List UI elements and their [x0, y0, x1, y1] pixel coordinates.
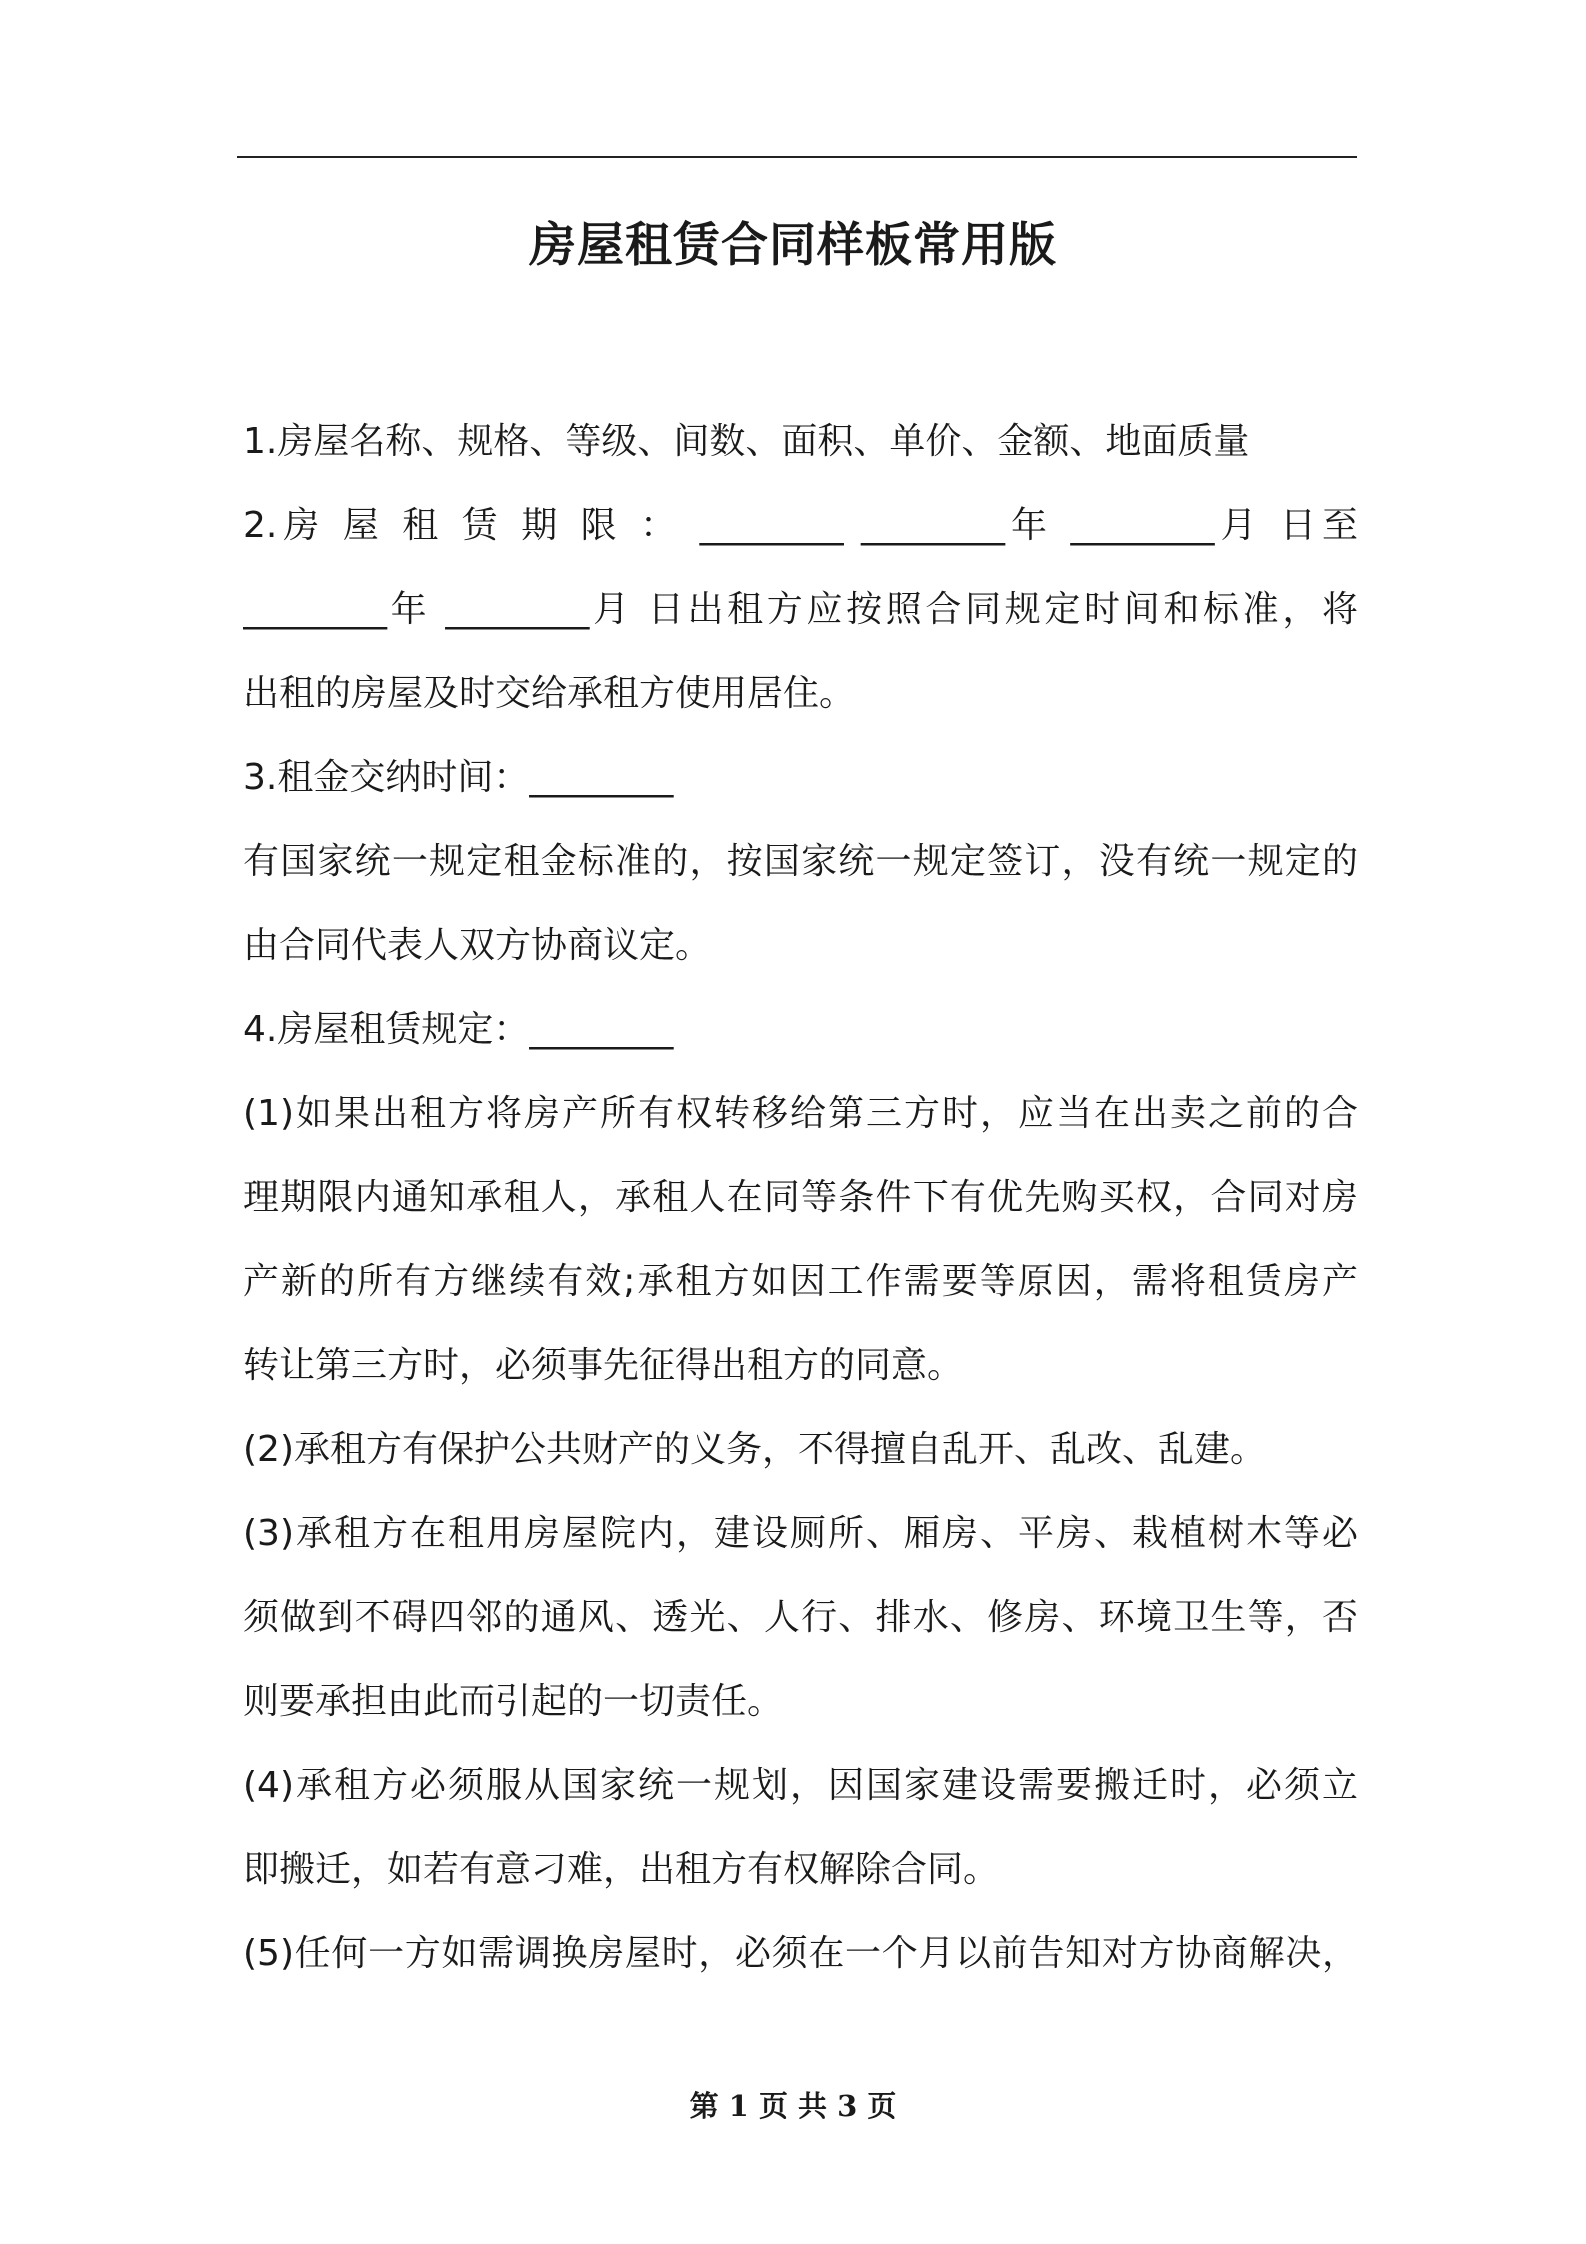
text-line: 1.房屋名称、规格、等级、间数、面积、单价、金额、地面质量 — [243, 421, 1250, 462]
text-line: 转让第三方时，必须事先征得出租方的同意。 — [243, 1345, 964, 1386]
text-line: 即搬迁，如若有意刁难，出租方有权解除合同。 — [243, 1849, 1000, 1890]
text-line: (4)承租方必须服从国家统一规划，因国家建设需要搬迁时，必须立 — [243, 1765, 1358, 1806]
text-line: (5)任何一方如需调换房屋时，必须在一个月以前告知对方协商解决， — [243, 1933, 1358, 1974]
page-number-footer: 第 1 页 共 3 页 — [689, 2089, 897, 2123]
text-line: 2.房 屋 租 赁 期 限 ： ________ ________年 ________月 日至 — [243, 505, 1358, 546]
text-line: 有国家统一规定租金标准的，按国家统一规定签订，没有统一规定的 — [243, 841, 1358, 882]
text-line: 产新的所有方继续有效;承租方如因工作需要等原因，需将租赁房产 — [243, 1261, 1358, 1302]
text-line: 则要承担由此而引起的一切责任。 — [243, 1681, 784, 1722]
document-title: 房屋租赁合同样板常用版 — [529, 218, 1057, 273]
text-line: 理期限内通知承租人，承租人在同等条件下有优先购买权，合同对房 — [243, 1177, 1358, 1218]
text-line: (3)承租方在租用房屋院内，建设厕所、厢房、平房、栽植树木等必 — [243, 1513, 1358, 1554]
text-line: (2)承租方有保护公共财产的义务，不得擅自乱开、乱改、乱建。 — [243, 1429, 1266, 1470]
header-rule — [237, 156, 1357, 158]
text-line: 4.房屋租赁规定：________ — [243, 1009, 674, 1050]
text-line: 须做到不碍四邻的通风、透光、人行、排水、修房、环境卫生等，否 — [243, 1597, 1358, 1638]
text-line: 由合同代表人双方协商议定。 — [243, 925, 712, 966]
text-line: 出租的房屋及时交给承租方使用居住。 — [243, 673, 856, 714]
text-line: ________年 ________月 日出租方应按照合同规定时间和标准，将 — [243, 589, 1358, 630]
text-line: 3.租金交纳时间：________ — [243, 757, 674, 798]
text-line: (1)如果出租方将房产所有权转移给第三方时，应当在出卖之前的合 — [243, 1093, 1358, 1134]
document-body — [243, 400, 1358, 1996]
